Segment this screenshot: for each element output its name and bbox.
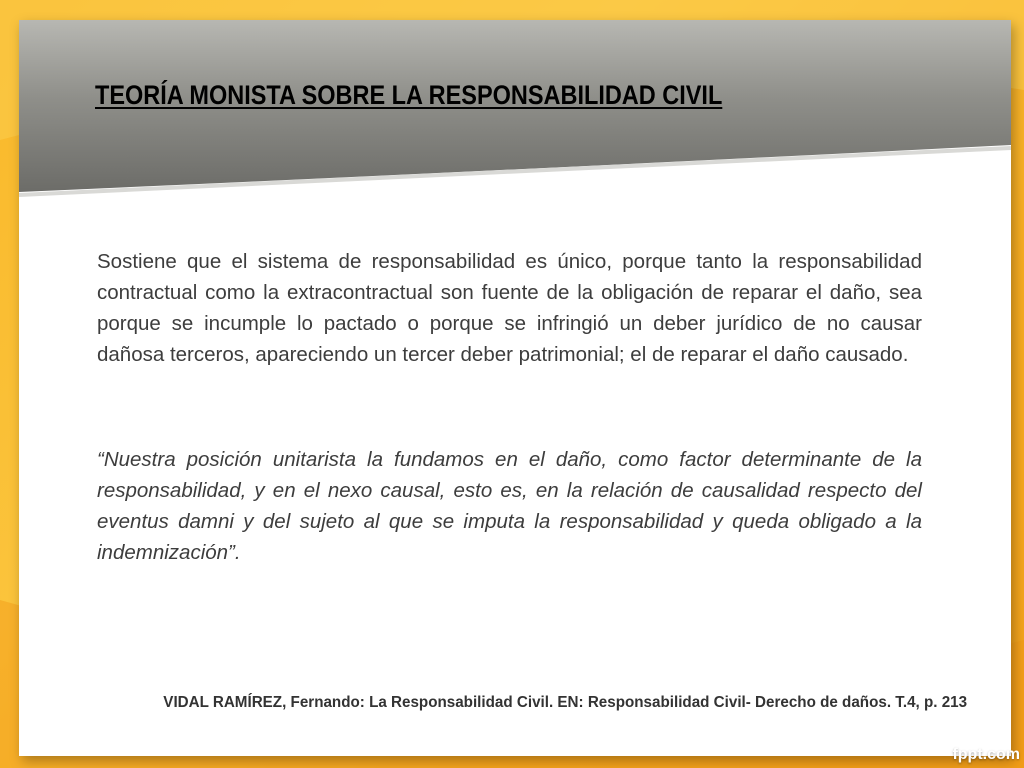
slide-title: TEORÍA MONISTA SOBRE LA RESPONSABILIDAD CIVIL [95,80,723,110]
body-paragraph-1: Sostiene que el sistema de responsabilidad es único, porque tanto la responsabilidad contractual como la extracontractual son fuente de la obligación de reparar el daño, sea porque se incumple lo pactado o porque se infringió un deber jurídico de no causar dañosa terceros, apareciendo un tercer deber patrimonial; el de reparar el daño causado. [97,250,922,366]
slide-background [19,20,1011,756]
slide-card [19,20,1011,756]
citation-text: VIDAL RAMÍREZ, Fernando: La Responsabilidad Civil. EN: Responsabilidad Civil- Derecho de daños. T.4, p. 213 [163,694,967,711]
watermark-text: fppt.com [952,746,1020,763]
quote-paragraph: “Nuestra posición unitarista la fundamos en el daño, como factor determinante de la responsabilidad, y en el nexo causal, esto es, en la relación de causalidad respecto del eventus damni y del sujeto al que se imputa la responsabilidad y queda obligado a la indemnización”. [97,448,922,564]
